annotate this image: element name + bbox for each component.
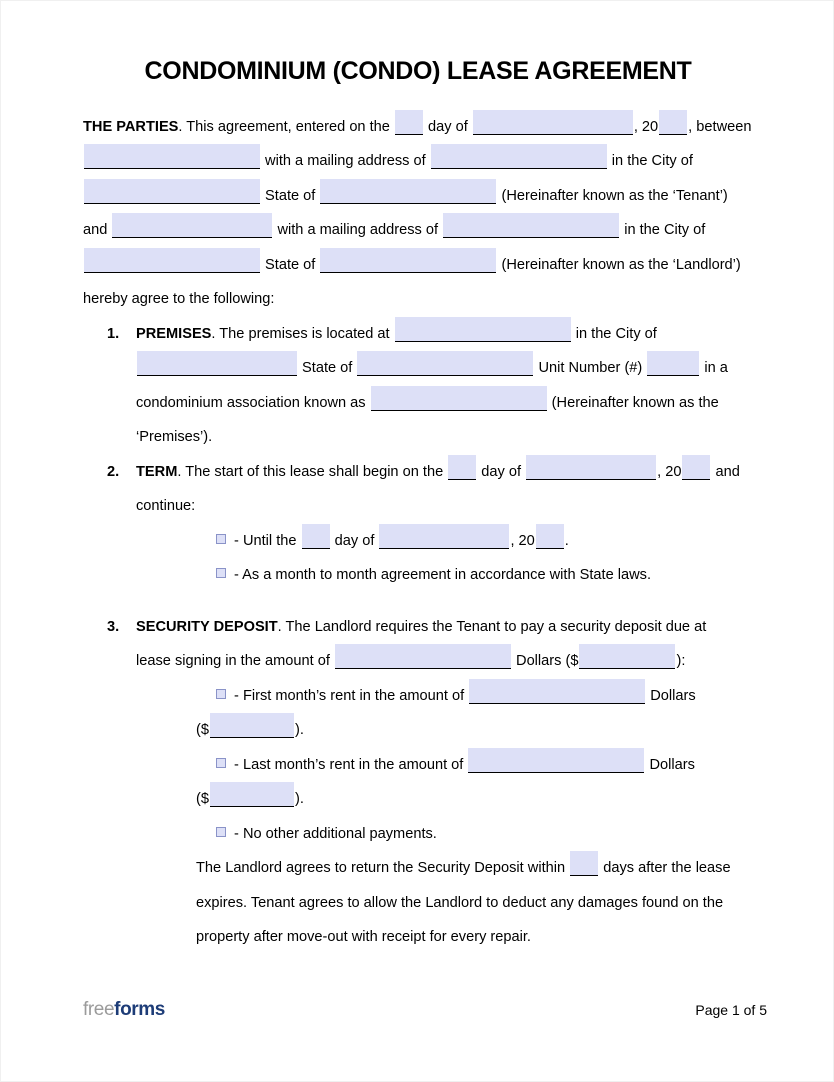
- premises-unit-number-field[interactable]: [647, 351, 699, 376]
- security-deposit-amount-words-field[interactable]: [335, 644, 511, 669]
- parties-text-11: in the City of: [620, 222, 706, 238]
- term-start-month-field[interactable]: [526, 455, 656, 480]
- last-month-amount-words-field[interactable]: [468, 748, 644, 773]
- section-term: [83, 455, 753, 593]
- last-month-text-a: - Last month’s rent in the amount of: [230, 756, 468, 773]
- premises-association-field[interactable]: [371, 386, 547, 411]
- premises-text-3: State of: [298, 360, 357, 376]
- premises-text-1: . The premises is located at: [211, 325, 394, 342]
- premises-address-field[interactable]: [395, 317, 571, 342]
- option-last-month-numeric: [196, 782, 753, 817]
- term-option-month-to-month[interactable]: [216, 558, 753, 593]
- section-premises: [83, 317, 753, 455]
- document-content: [83, 1, 753, 955]
- landlord-address-field[interactable]: [443, 213, 619, 238]
- term-end-month-field[interactable]: [379, 524, 509, 549]
- term-option-until-text-a: - Until the: [230, 532, 301, 549]
- term-text-5: continue:: [136, 498, 196, 514]
- parties-day-field[interactable]: [395, 110, 423, 135]
- premises-heading: PREMISES: [136, 325, 212, 342]
- parties-text-9: and: [83, 222, 112, 238]
- checkbox-icon-no-other-payments[interactable]: [216, 827, 226, 837]
- parties-text-4: , between: [688, 118, 752, 135]
- option-first-month-rent[interactable]: [216, 679, 753, 714]
- parties-paragraph: [83, 110, 753, 283]
- security-deposit-text-1: . The Landlord requires the Tenant to pay a security deposit due at: [277, 618, 707, 635]
- premises-state-field[interactable]: [357, 351, 533, 376]
- page-footer: [83, 999, 767, 1021]
- hereby-agree-text: hereby agree to the following:: [83, 291, 275, 307]
- term-start-day-field[interactable]: [448, 455, 476, 480]
- option-first-month-numeric: [196, 713, 753, 748]
- last-month-text-c: ($: [196, 791, 209, 807]
- parties-text-6: in the City of: [607, 153, 693, 169]
- term-option-until[interactable]: [216, 524, 753, 559]
- page-title: CONDOMINIUM (CONDO) LEASE AGREEMENT: [144, 57, 692, 85]
- term-option-until-text-b: day of: [330, 532, 379, 549]
- section-security-deposit: [83, 610, 753, 955]
- parties-month-field[interactable]: [473, 110, 633, 135]
- term-option-month-to-month-text: - As a month to month agreement in accordance with State laws.: [230, 567, 652, 583]
- premises-text-2: in the City of: [571, 325, 657, 342]
- parties-text-12: State of: [261, 256, 320, 273]
- return-text-b: days after the lease: [599, 860, 731, 876]
- section-number-1: 1.: [107, 325, 120, 342]
- return-text-d: property after move-out with receipt for every repair.: [196, 929, 531, 945]
- premises-city-field[interactable]: [137, 351, 297, 376]
- first-month-text-b: Dollars: [646, 687, 696, 704]
- parties-text-7: State of: [261, 187, 320, 204]
- freeforms-logo[interactable]: [83, 999, 165, 1021]
- page-number: Page 1 of 5: [695, 1002, 767, 1018]
- term-text-3: , 20: [657, 463, 682, 480]
- term-option-until-text-d: .: [564, 532, 569, 549]
- security-deposit-amount-numeric-field[interactable]: [579, 644, 675, 669]
- checkbox-icon-month-to-month[interactable]: [216, 568, 226, 578]
- premises-text-8: ‘Premises’).: [136, 429, 213, 445]
- no-other-payments-text: - No other additional payments.: [230, 825, 437, 842]
- term-paragraph: [136, 455, 753, 524]
- security-deposit-text-4: ):: [676, 653, 686, 669]
- term-heading: TERM: [136, 463, 178, 480]
- parties-text-10: with a mailing address of: [273, 222, 443, 238]
- security-deposit-text-3: Dollars ($: [511, 653, 579, 669]
- logo-text-forms: forms: [114, 999, 165, 1020]
- tenant-name-field[interactable]: [84, 144, 260, 169]
- last-month-amount-numeric-field[interactable]: [210, 782, 294, 807]
- return-text-c: expires. Tenant agrees to allow the Landlord to deduct any damages found on the: [196, 894, 724, 911]
- landlord-name-field[interactable]: [112, 213, 272, 238]
- checkbox-icon-first-month[interactable]: [216, 689, 226, 699]
- term-text-2: day of: [477, 463, 526, 480]
- security-deposit-text-2: lease signing in the amount of: [136, 653, 334, 669]
- section-number-2: 2.: [107, 463, 120, 480]
- return-text-a: The Landlord agrees to return the Security Deposit within: [196, 860, 570, 876]
- security-deposit-return-paragraph: [196, 851, 753, 955]
- tenant-state-field[interactable]: [320, 179, 496, 204]
- term-end-day-field[interactable]: [302, 524, 330, 549]
- term-end-year-field[interactable]: [536, 524, 564, 549]
- first-month-amount-words-field[interactable]: [469, 679, 645, 704]
- parties-text-2: day of: [423, 118, 472, 135]
- term-start-year-field[interactable]: [682, 455, 710, 480]
- premises-text-7: (Hereinafter known as the: [547, 394, 719, 411]
- tenant-address-field[interactable]: [431, 144, 607, 169]
- security-deposit-options: [136, 679, 753, 955]
- section-number-3: 3.: [107, 618, 120, 635]
- parties-text-1: . This agreement, entered on the: [178, 118, 394, 135]
- parties-heading: THE PARTIES: [83, 118, 179, 135]
- security-deposit-heading: SECURITY DEPOSIT: [136, 618, 278, 635]
- term-text-1: . The start of this lease shall begin on the: [177, 463, 448, 480]
- parties-text-13: (Hereinafter known as the ‘Landlord’): [497, 256, 741, 273]
- hereby-agree-line: [83, 282, 753, 317]
- first-month-text-c: ($: [196, 722, 209, 738]
- premises-text-6: condominium association known as: [136, 394, 370, 411]
- premises-text-5: in a: [700, 360, 728, 376]
- parties-text-5: with a mailing address of: [261, 153, 430, 169]
- premises-text-4: Unit Number (#): [534, 360, 647, 376]
- tenant-city-field[interactable]: [84, 179, 260, 204]
- premises-paragraph: [136, 317, 753, 455]
- parties-text-8: (Hereinafter known as the ‘Tenant’): [497, 187, 728, 204]
- first-month-amount-numeric-field[interactable]: [210, 713, 294, 738]
- parties-text-3: , 20: [633, 118, 659, 135]
- last-month-text-b: Dollars: [645, 756, 695, 773]
- last-month-text-d: ).: [294, 791, 304, 807]
- landlord-city-field[interactable]: [84, 248, 260, 273]
- term-options: [136, 524, 753, 593]
- logo-text-free: free: [83, 999, 115, 1020]
- security-deposit-return-days-field[interactable]: [570, 851, 598, 876]
- checkbox-icon-until[interactable]: [216, 534, 226, 544]
- security-deposit-paragraph: [136, 610, 753, 679]
- checkbox-icon-last-month[interactable]: [216, 758, 226, 768]
- first-month-text-d: ).: [294, 722, 304, 738]
- parties-year-field[interactable]: [659, 110, 687, 135]
- term-option-until-text-c: , 20: [510, 532, 535, 549]
- term-text-4: and: [711, 463, 740, 480]
- landlord-state-field[interactable]: [320, 248, 496, 273]
- option-last-month-rent[interactable]: [216, 748, 753, 783]
- first-month-text-a: - First month’s rent in the amount of: [230, 687, 469, 704]
- option-no-other-payments[interactable]: [216, 817, 753, 852]
